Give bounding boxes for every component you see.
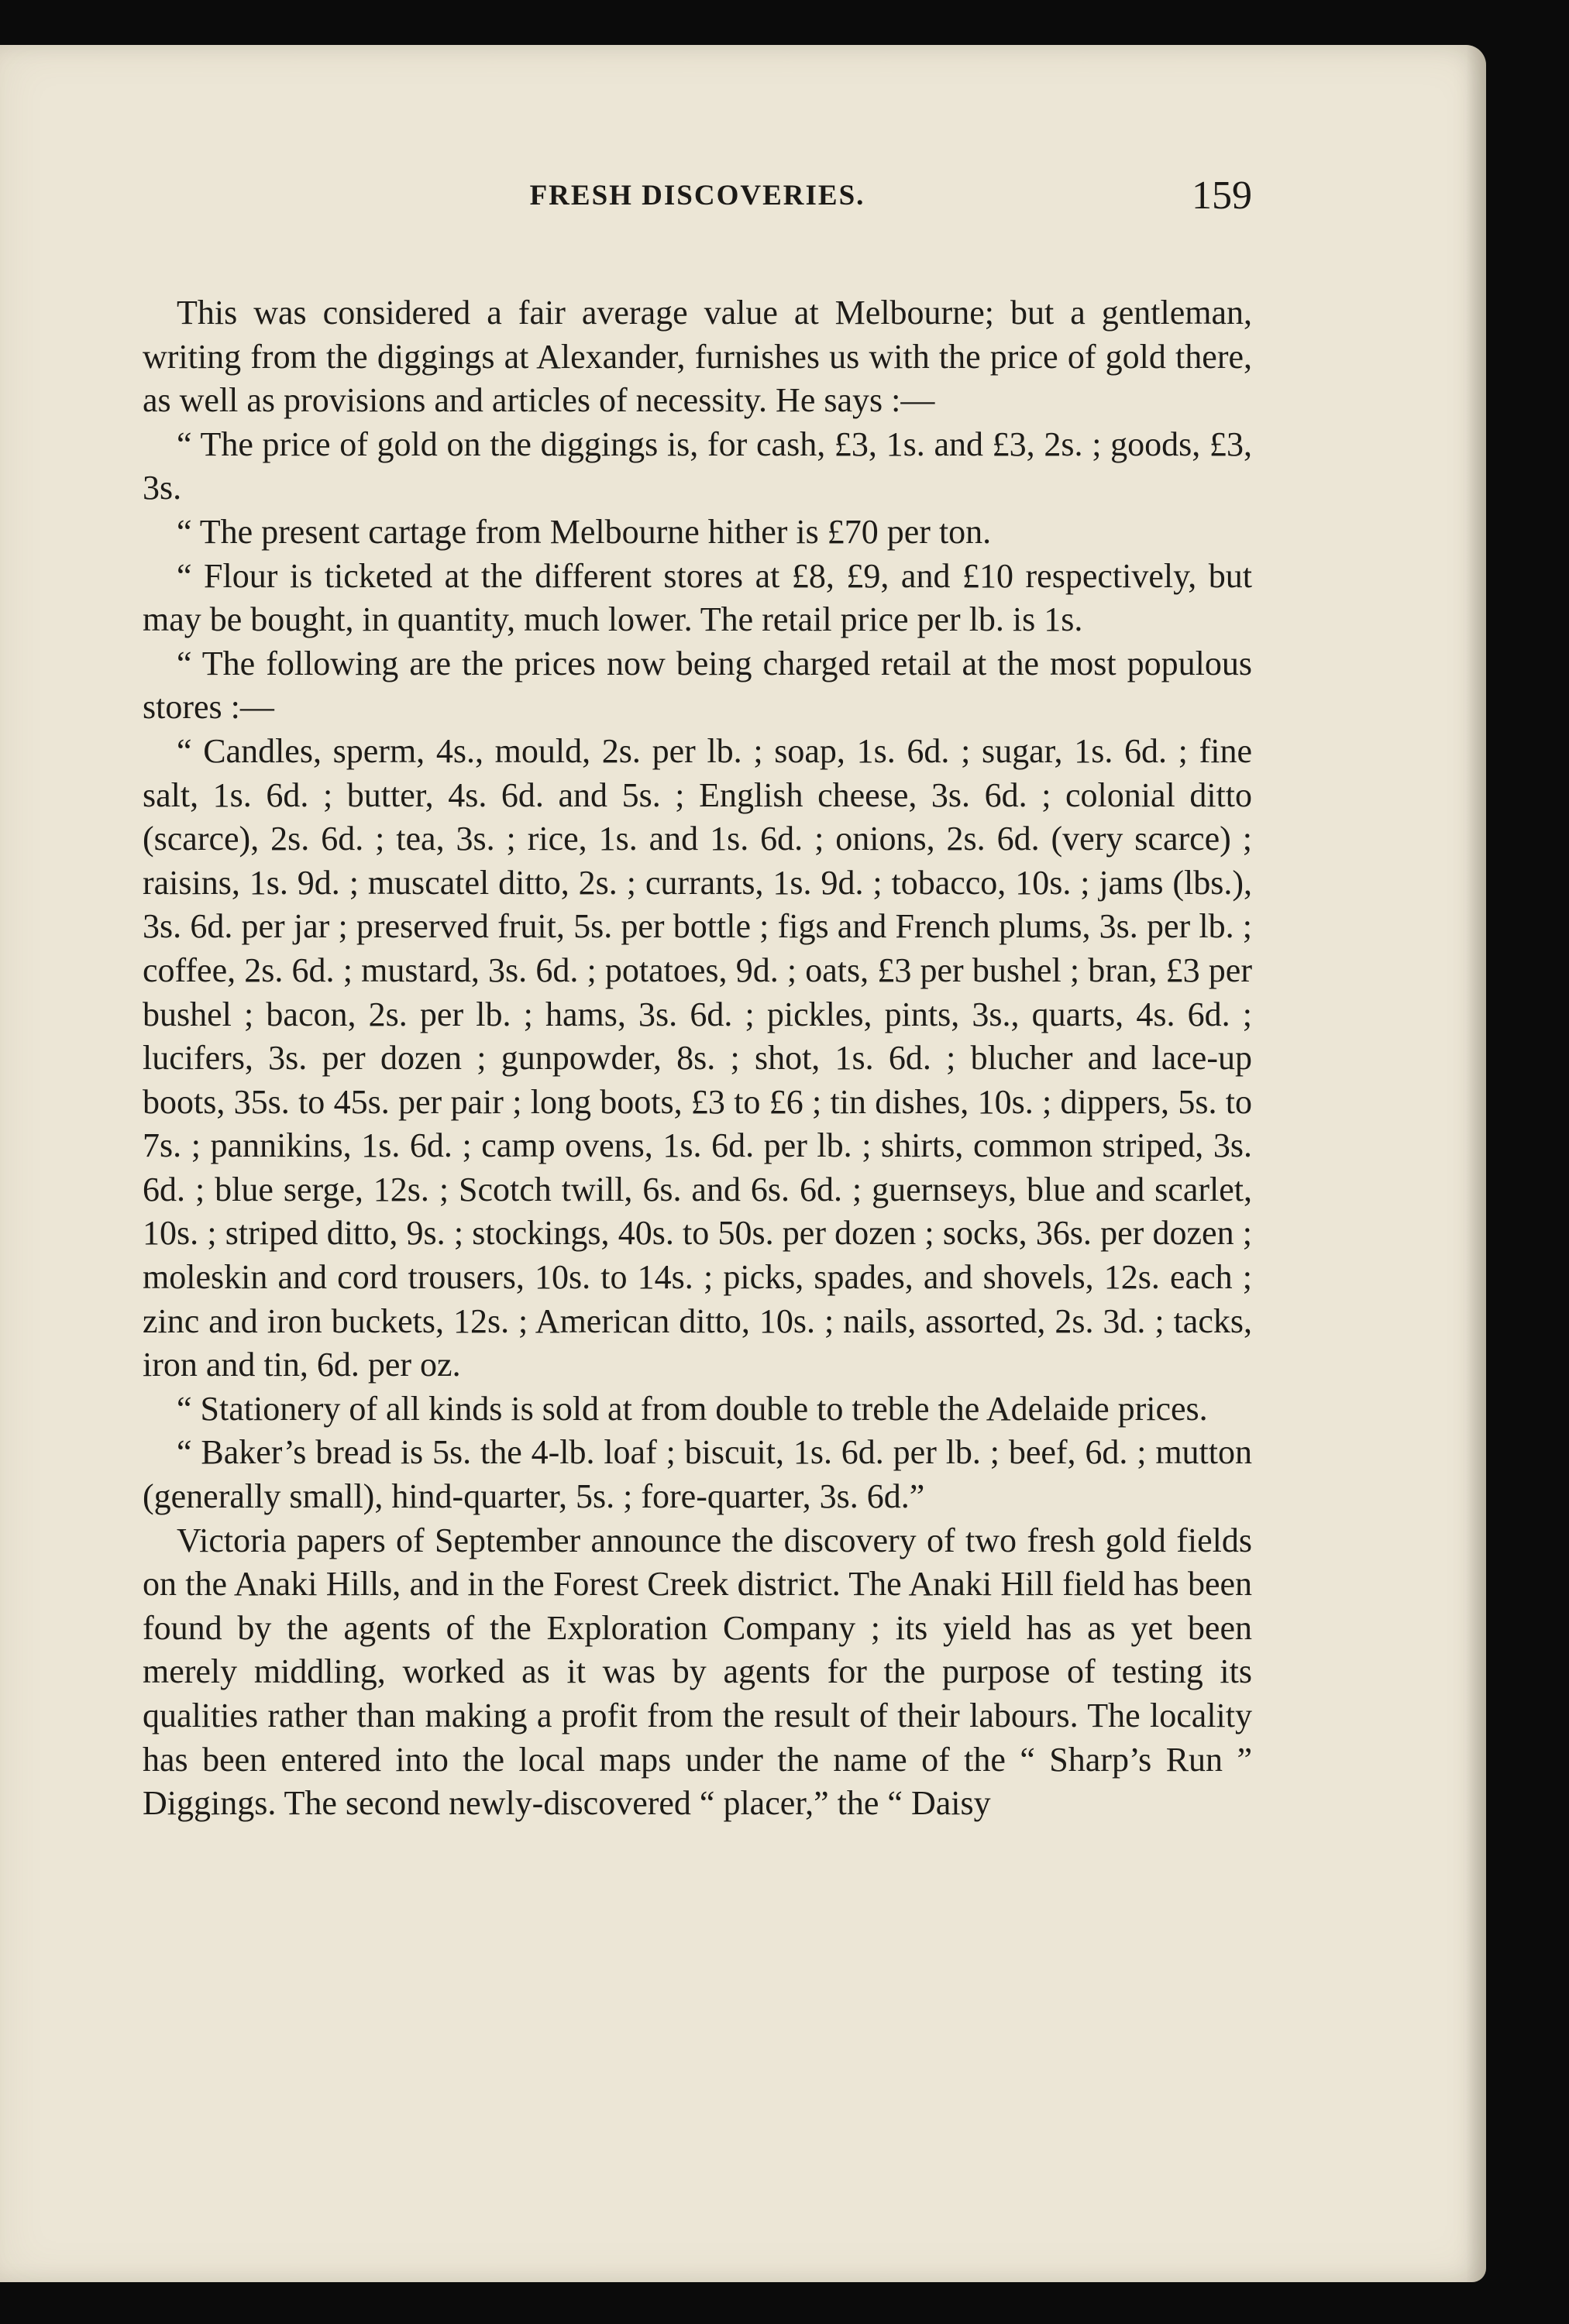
- running-head: FRESH DISCOVERIES.: [529, 180, 865, 211]
- paragraph-intro: This was considered a fair average value at Melbourne; but a gentleman, writing from the diggings at Alexander, furnishes us with the price of gold there, as well as provisions and articles of necessity. He says :—: [143, 294, 1252, 420]
- paragraph-price-list: “ Candles, sperm, 4s., mould, 2s. per lb. ; soap, 1s. 6d. ; sugar, 1s. 6d. ; fine salt, 1s. 6d. ; butter, 4s. 6d. and 5s. ; English cheese, 3s. 6d. ; colonial ditto (scarce), 2s. 6d. ; tea, 3s. ; rice, 1s. and 1s. 6d. ; onions, 2s. 6d. (very scarce) ; raisins, 1s. 9d. ; muscatel ditto, 2s. ; currants, 1s. 9d. ; tobacco, 10s. ; jams (lbs.), 3s. 6d. per jar ; preserved fruit, 5s. per bottle ; figs and French plums, 3s. per lb. ; coffee, 2s. 6d. ; mustard, 3s. 6d. ; potatoes, 9d. ; oats, £3 per bushel ; bran, £3 per bushel ; bacon, 2s. per lb. ; hams, 3s. 6d. ; pickles, pints, 3s., quarts, 4s. 6d. ; lucifers, 3s. per dozen ; gunpowder, 8s. ; shot, 1s. 6d. ; blucher and lace-up boots, 35s. to 45s. per pair ; long boots, £3 to £6 ; tin dishes, 10s. ; dippers, 5s. to 7s. ; pannikins, 1s. 6d. ; camp ovens, 1s. 6d. per lb. ; shirts, common striped, 3s. 6d. ; blue serge, 12s. ; Scotch twill, 6s. and 6s. 6d. ; guernseys, blue and scarlet, 10s. ; striped ditto, 9s. ; stockings, 40s. to 50s. per dozen ; socks, 36s. per dozen ; moleskin and cord trousers, 10s. to 14s. ; picks, spades, and shovels, 12s. each ; zinc and iron buckets, 12s. ; American ditto, 10s. ; nails, assorted, 2s. 3d. ; tacks, iron and tin, 6d. per oz.: [143, 731, 1252, 1384]
- book-page: [0, 45, 1486, 2282]
- paragraph-retail-intro: “ The following are the prices now being charged retail at the most populous stores :—: [143, 644, 1252, 727]
- paragraph-stationery: “ Stationery of all kinds is sold at from double to treble the Adelaide prices.: [177, 1389, 1208, 1428]
- paragraph-bread: “ Baker’s bread is 5s. the 4-lb. loaf ; biscuit, 1s. 6d. per lb. ; beef, 6d. ; mutton (generally small), hind-quarter, 5s. ; fore-quarter, 3s. 6d.”: [143, 1433, 1252, 1516]
- page-number: 159: [1192, 174, 1252, 218]
- paragraph-flour: “ Flour is ticketed at the different stores at £8, £9, and £10 respectively, but may be bought, in quantity, much lower. The retail price per lb. is 1s.: [143, 556, 1252, 639]
- body-text: [143, 291, 1252, 1826]
- paragraph-cartage: “ The present cartage from Melbourne hither is £70 per ton.: [177, 512, 992, 551]
- page-header: [143, 173, 1252, 227]
- paragraph-victoria: Victoria papers of September announce the discovery of two fresh gold fields on the Anaki Hills, and in the Forest Creek district. The Anaki Hill field has been found by the agents of the Exploration Company ; its yield has as yet been merely middling, worked as it was by agents for the purpose of testing its qualities rather than making a profit from the result of their labours. The locality has been entered into the local maps under the name of the “ Sharp’s Run ” Diggings. The second newly-discovered “ placer,” the “ Daisy: [143, 1521, 1252, 1823]
- page-edge-shadow: [1466, 45, 1486, 2282]
- paragraph-gold-price: “ The price of gold on the diggings is, for cash, £3, 1s. and £3, 2s. ; goods, £3, 3s.: [143, 425, 1252, 507]
